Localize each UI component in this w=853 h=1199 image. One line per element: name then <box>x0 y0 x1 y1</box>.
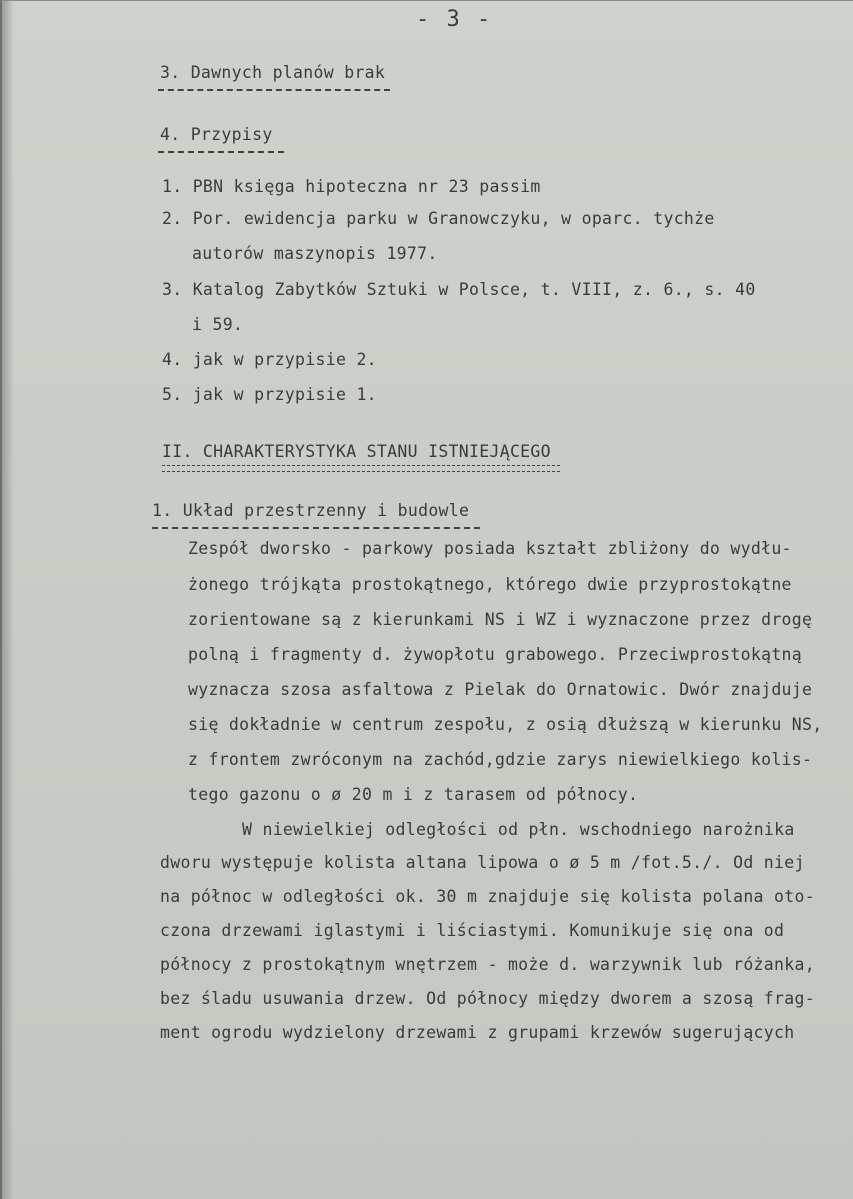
section-4-underline <box>158 151 284 153</box>
body-line: się dokładnie w centrum zespołu, z osią dłuższą w kierunku NS, <box>188 715 823 734</box>
body-line: na północ w odległości ok. 30 m znajduje się kolista polana oto- <box>160 887 815 906</box>
footnote-line: 5. jak w przypisie 1. <box>162 385 377 404</box>
section-3-underline <box>158 89 390 91</box>
body-line: polną i fragmenty d. żywopłotu grabowego. Przeciwprostokątną <box>188 645 803 664</box>
body-line: żonego trójkąta prostokątnego, którego dwie przyprostokątne <box>188 575 792 594</box>
page-number: - 3 - <box>416 7 493 32</box>
section-3-heading: 3. Dawnych planów brak <box>160 63 386 82</box>
footnote-line: 1. PBN księga hipoteczna nr 23 passim <box>162 177 541 196</box>
body-line: bez śladu usuwania drzew. Od północy między dworem a szosą frag- <box>160 989 815 1008</box>
footnote-line: 4. jak w przypisie 2. <box>162 350 377 369</box>
chapter-double-underline <box>162 465 560 472</box>
footnote-line: 2. Por. ewidencja parku w Granowczyku, w oparc. tychże <box>162 209 715 228</box>
chapter-heading: II. CHARAKTERYSTYKA STANU ISTNIEJĄCEGO <box>162 442 551 461</box>
page-edge-shadow <box>2 1 14 1199</box>
section-4-heading: 4. Przypisy <box>160 125 273 144</box>
body-line: tego gazonu o ø 20 m i z tarasem od północy. <box>188 785 639 804</box>
footnote-line: i 59. <box>192 315 244 334</box>
body-line: północy z prostokątnym wnętrzem - może d. warzywnik lub różanka, <box>160 955 815 974</box>
body-line: zorientowane są z kierunkami NS i WZ i wyznaczone przez drogę <box>188 610 813 629</box>
subsection-1-heading: 1. Układ przestrzenny i budowle <box>152 501 470 520</box>
body-line: czona drzewami iglastymi i liściastymi. Komunikuje się ona od <box>160 921 785 940</box>
body-line: wyznacza szosa asfaltowa z Pielak do Ornatowic. Dwór znajduje <box>188 680 813 699</box>
body-line: ment ogrodu wydzielony drzewami z grupami krzewów sugerujących <box>160 1023 795 1042</box>
body-line: Zespół dworsko - parkowy posiada kształt zbliżony do wydłu- <box>188 539 792 558</box>
body-line: z frontem zwróconym na zachód,gdzie zarys niewielkiego kolis- <box>188 750 813 769</box>
body-line: W niewielkiej odległości od płn. wschodniego narożnika <box>242 820 795 839</box>
footnote-line: 3. Katalog Zabytków Sztuki w Polsce, t. VIII, z. 6., s. 40 <box>162 280 756 299</box>
footnote-line: autorów maszynopis 1977. <box>192 244 438 263</box>
subsection-1-underline <box>152 527 480 529</box>
body-line: dworu występuje kolista altana lipowa o ø 5 m /fot.5./. Od niej <box>160 853 805 872</box>
